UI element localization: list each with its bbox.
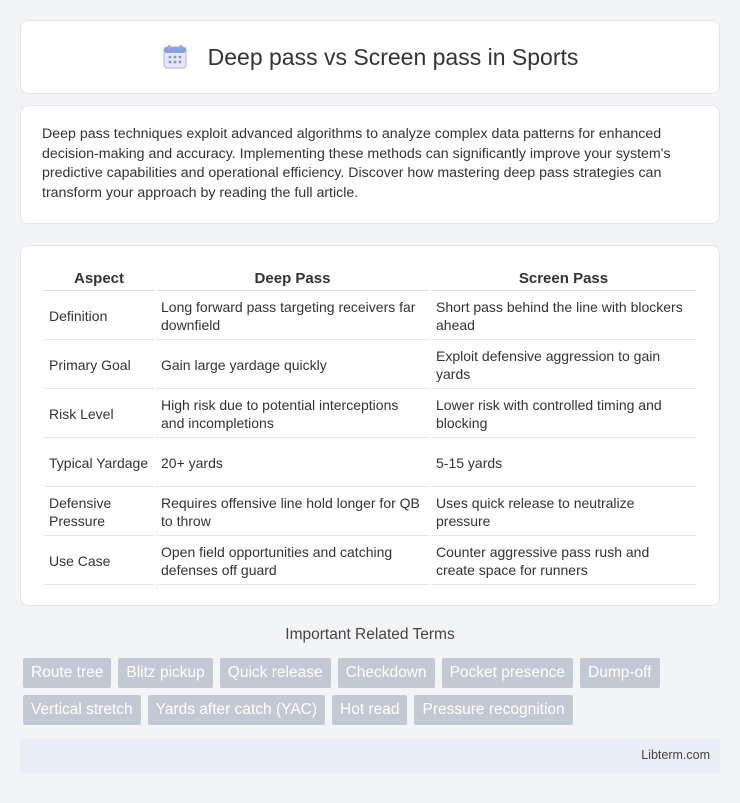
table-cell: Open field opportunities and catching defenses off guard [156, 538, 429, 585]
table-cell: Gain large yardage quickly [156, 342, 429, 389]
table-cell: Lower risk with controlled timing and blocking [431, 391, 696, 438]
table-cell: 20+ yards [156, 440, 429, 487]
column-header: Deep Pass [156, 267, 429, 291]
table-cell: Long forward pass targeting receivers far downfield [156, 293, 429, 340]
footer [20, 739, 720, 773]
term-tag[interactable]: Vertical stretch [23, 695, 141, 725]
comparison-table [42, 265, 698, 587]
column-header: Aspect [44, 267, 154, 291]
term-tag[interactable]: Blitz pickup [118, 658, 212, 688]
related-terms-list [23, 658, 723, 725]
table-header-row [44, 267, 696, 291]
table-cell: High risk due to potential interceptions and incompletions [156, 391, 429, 438]
term-tag[interactable]: Pocket presence [442, 658, 573, 688]
related-terms-title: Important Related Terms [285, 626, 455, 643]
table-cell: Counter aggressive pass rush and create space for runners [431, 538, 696, 585]
table-row [44, 538, 696, 585]
column-header: Screen Pass [431, 267, 696, 291]
intro-card [20, 105, 720, 224]
table-cell: Use Case [44, 538, 154, 585]
table-cell: Exploit defensive aggression to gain yards [431, 342, 696, 389]
table-cell: Primary Goal [44, 342, 154, 389]
term-tag[interactable]: Checkdown [338, 658, 435, 688]
calendar-icon [162, 44, 188, 70]
term-tag[interactable]: Hot read [332, 695, 407, 725]
term-tag[interactable]: Dump-off [580, 658, 659, 688]
term-tag[interactable]: Yards after catch (YAC) [148, 695, 325, 725]
table-row [44, 440, 696, 487]
term-tag[interactable]: Quick release [220, 658, 331, 688]
table-row [44, 293, 696, 340]
term-tag[interactable]: Pressure recognition [414, 695, 572, 725]
term-tag[interactable]: Route tree [23, 658, 111, 688]
table-cell: Uses quick release to neutralize pressure [431, 489, 696, 536]
table-row [44, 391, 696, 438]
header-card [20, 20, 720, 94]
intro-text: Deep pass techniques exploit advanced algorithms to analyze complex data patterns for enhanced decision-making and accuracy. Implementing these methods can significantly improve your system's predictive capabilities and operational efficiency. Discover how mastering deep pass strategies can transform your approach by reading the full article. [42, 126, 671, 201]
table-cell: Typical Yardage [44, 440, 154, 487]
table-cell: 5-15 yards [431, 440, 696, 487]
table-row [44, 342, 696, 389]
page-title: Deep pass vs Screen pass in Sports [207, 43, 579, 70]
table-cell: Requires offensive line hold longer for QB to throw [156, 489, 429, 536]
table-cell: Defensive Pressure [44, 489, 154, 536]
table-cell: Definition [44, 293, 154, 340]
table-cell: Risk Level [44, 391, 154, 438]
footer-site-link[interactable]: Libterm.com [641, 748, 710, 762]
table-cell: Short pass behind the line with blockers ahead [431, 293, 696, 340]
table-row [44, 489, 696, 536]
comparison-card [20, 245, 720, 606]
